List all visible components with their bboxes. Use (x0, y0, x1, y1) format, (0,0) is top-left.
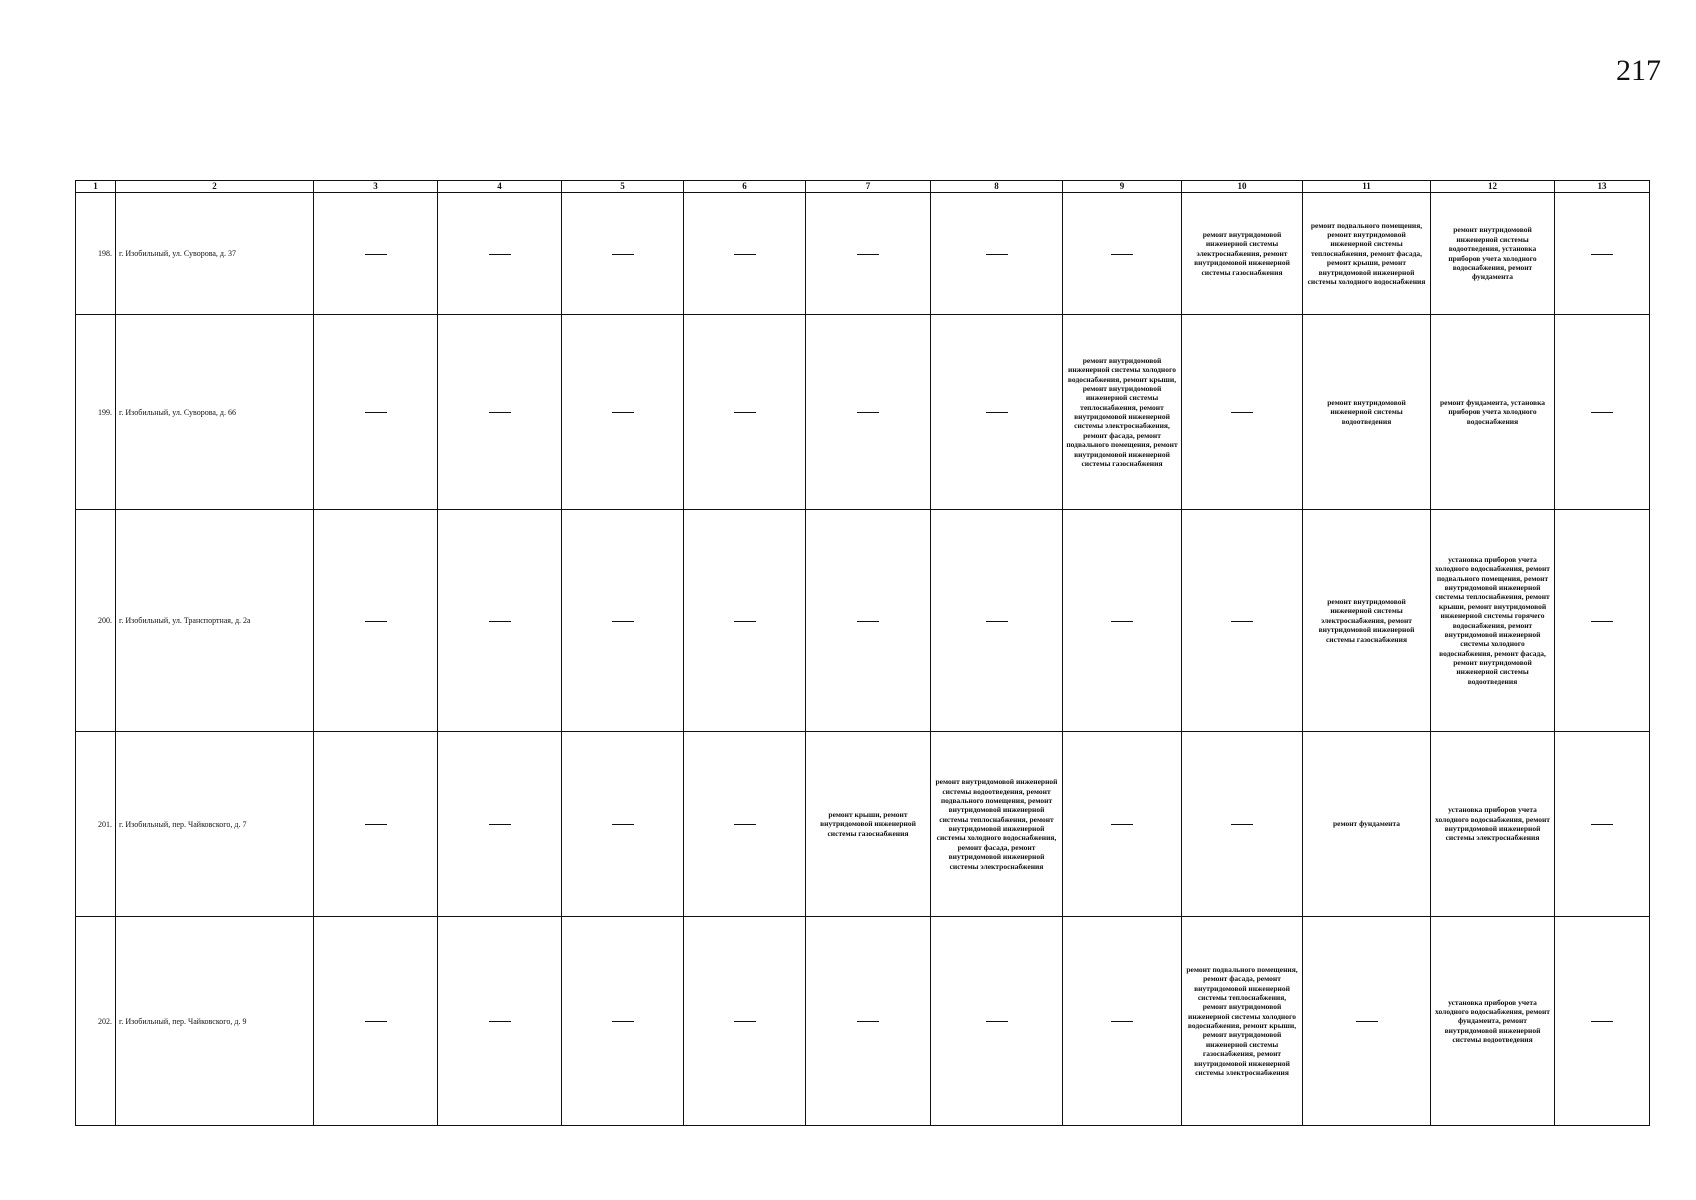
work-description-cell (806, 732, 931, 917)
dash-mark (857, 254, 879, 255)
empty-cell-dash (1063, 732, 1182, 917)
empty-cell-dash (438, 193, 562, 315)
work-description-cell (1303, 510, 1431, 732)
empty-cell-dash (1063, 510, 1182, 732)
empty-cell-dash (1555, 732, 1650, 917)
work-description-text: установка приборов учета холодного водоснабжения, ремонт подвального помещения, ремонт внутридомовой инженерной системы теплоснабжения, ремонт крыши, ремонт внутридомовой инженерной системы горячего водоснабжения, ремонт внутридомовой инженерной системы холодного водоснабжения, ремонт фасада, ремонт внутридомовой инженерной системы водоотведения (1435, 554, 1550, 686)
empty-cell-dash (1182, 510, 1303, 732)
dash-mark (365, 412, 387, 413)
empty-cell-dash (806, 917, 931, 1126)
work-description-cell (1431, 917, 1555, 1126)
work-description-cell (1303, 193, 1431, 315)
empty-cell-dash (1303, 917, 1431, 1126)
work-description-cell (1431, 510, 1555, 732)
address-cell: г. Изобильный, ул. Суворова, д. 66 (116, 315, 314, 510)
dash-mark (1591, 824, 1613, 825)
dash-mark (612, 1021, 634, 1022)
dash-mark (489, 1021, 511, 1022)
dash-mark (1231, 621, 1253, 622)
work-description-text: ремонт фундамента, установка приборов учета холодного водоснабжения (1439, 397, 1546, 426)
row-number: 202. (76, 917, 116, 1126)
empty-cell-dash (438, 917, 562, 1126)
address-cell: г. Изобильный, пер. Чайковского, д. 7 (116, 732, 314, 917)
dash-mark (857, 1021, 879, 1022)
address-cell: г. Изобильный, ул. Суворова, д. 37 (116, 193, 314, 315)
work-description-text: ремонт внутридомовой инженерной системы водоотведения, установка приборов учета холодного водоснабжения, ремонт фундамента (1448, 225, 1537, 282)
row-number: 200. (76, 510, 116, 732)
empty-cell-dash (684, 315, 806, 510)
dash-mark (1111, 621, 1133, 622)
empty-cell-dash (562, 315, 684, 510)
dash-mark (734, 824, 756, 825)
table-row (76, 732, 1650, 917)
empty-cell-dash (1063, 917, 1182, 1126)
dash-mark (734, 621, 756, 622)
empty-cell-dash (562, 917, 684, 1126)
col-header: 13 (1555, 181, 1650, 193)
address-cell: г. Изобильный, ул. Транспортная, д. 2а (116, 510, 314, 732)
work-description-text: ремонт внутридомовой инженерной системы водоотведения, ремонт подвального помещения, ремонт внутридомовой инженерной системы теплоснабжения, ремонт внутридомовой инженерной системы холодного водоснабжения, ремонт фасада, ремонт внутридомовой инженерной системы электроснабжения (935, 777, 1058, 871)
empty-cell-dash (1555, 193, 1650, 315)
empty-cell-dash (562, 510, 684, 732)
dash-mark (857, 621, 879, 622)
empty-cell-dash (684, 917, 806, 1126)
empty-cell-dash (438, 315, 562, 510)
empty-cell-dash (806, 315, 931, 510)
col-header: 9 (1063, 181, 1182, 193)
work-description-cell (1431, 315, 1555, 510)
dash-mark (986, 621, 1008, 622)
dash-mark (365, 1021, 387, 1022)
dash-mark (1591, 254, 1613, 255)
work-description-text: ремонт крыши, ремонт внутридомовой инженерной системы газоснабжения (820, 809, 916, 838)
dash-mark (365, 621, 387, 622)
work-description-cell (931, 732, 1063, 917)
row-number: 199. (76, 315, 116, 510)
dash-mark (612, 621, 634, 622)
work-description-cell (1303, 315, 1431, 510)
col-header: 10 (1182, 181, 1303, 193)
work-description-cell (1063, 315, 1182, 510)
dash-mark (1231, 412, 1253, 413)
work-description-text: ремонт внутридомовой инженерной системы холодного водоснабжения, ремонт крыши, ремонт внутридомовой инженерной системы теплоснабжения, ремонт внутридомовой инженерной системы электроснабжения, ремонт фасада, ремонт подвального помещения, ремонт внутридомовой инженерной системы газоснабжения (1066, 355, 1178, 468)
dash-mark (1231, 824, 1253, 825)
empty-cell-dash (931, 315, 1063, 510)
empty-cell-dash (931, 510, 1063, 732)
dash-mark (986, 1021, 1008, 1022)
table-body (76, 193, 1650, 1126)
work-description-text: ремонт подвального помещения, ремонт внутридомовой инженерной системы теплоснабжения, ремонт фасада, ремонт крыши, ремонт внутридомовой инженерной системы холодного водоснабжения (1307, 220, 1426, 286)
work-description-text: установка приборов учета холодного водоснабжения, ремонт фундамента, ремонт внутридомовой инженерной системы водоотведения (1435, 997, 1550, 1045)
empty-cell-dash (314, 732, 438, 917)
dash-mark (1111, 1021, 1133, 1022)
row-number: 201. (76, 732, 116, 917)
dash-mark (365, 254, 387, 255)
dash-mark (489, 621, 511, 622)
work-description-cell (1182, 917, 1303, 1126)
empty-cell-dash (684, 732, 806, 917)
dash-mark (986, 412, 1008, 413)
empty-cell-dash (1063, 193, 1182, 315)
col-header: 1 (76, 181, 116, 193)
page-number: 217 (1616, 54, 1661, 87)
empty-cell-dash (314, 193, 438, 315)
empty-cell-dash (314, 917, 438, 1126)
dash-mark (612, 412, 634, 413)
work-description-text: установка приборов учета холодного водоснабжения, ремонт внутридомовой инженерной системы электроснабжения (1435, 805, 1550, 843)
dash-mark (734, 254, 756, 255)
table-row (76, 917, 1650, 1126)
col-header: 2 (116, 181, 314, 193)
dash-mark (1356, 1021, 1378, 1022)
dash-mark (612, 824, 634, 825)
work-description-text: ремонт фундамента (1332, 819, 1401, 829)
empty-cell-dash (684, 193, 806, 315)
col-header: 4 (438, 181, 562, 193)
work-description-text: ремонт подвального помещения, ремонт фасада, ремонт внутридомовой инженерной системы теплоснабжения, ремонт внутридомовой инженерной системы холодного водоснабжения, ремонт крыши, ремонт внутридомовой инженерной системы газоснабжения, ремонт внутридомовой инженерной системы электроснабжения (1186, 964, 1298, 1077)
empty-cell-dash (562, 193, 684, 315)
dash-mark (612, 254, 634, 255)
empty-cell-dash (1555, 510, 1650, 732)
empty-cell-dash (314, 510, 438, 732)
col-header: 11 (1303, 181, 1431, 193)
empty-cell-dash (1182, 315, 1303, 510)
row-number: 198. (76, 193, 116, 315)
address-cell: г. Изобильный, пер. Чайковского, д. 9 (116, 917, 314, 1126)
data-table (75, 180, 1650, 1126)
work-description-text: ремонт внутридомовой инженерной системы водоотведения (1327, 397, 1406, 426)
work-description-text: ремонт внутридомовой инженерной системы электроснабжения, ремонт внутридомовой инженерной системы газоснабжения (1194, 230, 1290, 277)
empty-cell-dash (931, 917, 1063, 1126)
work-description-text: ремонт внутридомовой инженерной системы электроснабжения, ремонт внутридомовой инженерной системы газоснабжения (1318, 597, 1415, 644)
dash-mark (1111, 824, 1133, 825)
work-description-cell (1431, 732, 1555, 917)
empty-cell-dash (314, 315, 438, 510)
col-header: 8 (931, 181, 1063, 193)
empty-cell-dash (438, 510, 562, 732)
empty-cell-dash (1182, 732, 1303, 917)
dash-mark (1591, 1021, 1613, 1022)
col-header: 7 (806, 181, 931, 193)
col-header: 3 (314, 181, 438, 193)
work-description-cell (1303, 732, 1431, 917)
empty-cell-dash (1555, 917, 1650, 1126)
column-header-row (76, 181, 1650, 193)
dash-mark (986, 254, 1008, 255)
empty-cell-dash (684, 510, 806, 732)
table-row (76, 315, 1650, 510)
work-description-cell (1431, 193, 1555, 315)
dash-mark (489, 254, 511, 255)
dash-mark (1591, 412, 1613, 413)
dash-mark (1111, 254, 1133, 255)
empty-cell-dash (931, 193, 1063, 315)
empty-cell-dash (806, 193, 931, 315)
dash-mark (489, 824, 511, 825)
col-header: 12 (1431, 181, 1555, 193)
table-row (76, 193, 1650, 315)
empty-cell-dash (438, 732, 562, 917)
dash-mark (734, 1021, 756, 1022)
empty-cell-dash (806, 510, 931, 732)
dash-mark (1591, 621, 1613, 622)
col-header: 6 (684, 181, 806, 193)
dash-mark (857, 412, 879, 413)
dash-mark (365, 824, 387, 825)
dash-mark (489, 412, 511, 413)
dash-mark (734, 412, 756, 413)
empty-cell-dash (562, 732, 684, 917)
col-header: 5 (562, 181, 684, 193)
table-row (76, 510, 1650, 732)
empty-cell-dash (1555, 315, 1650, 510)
work-description-cell (1182, 193, 1303, 315)
